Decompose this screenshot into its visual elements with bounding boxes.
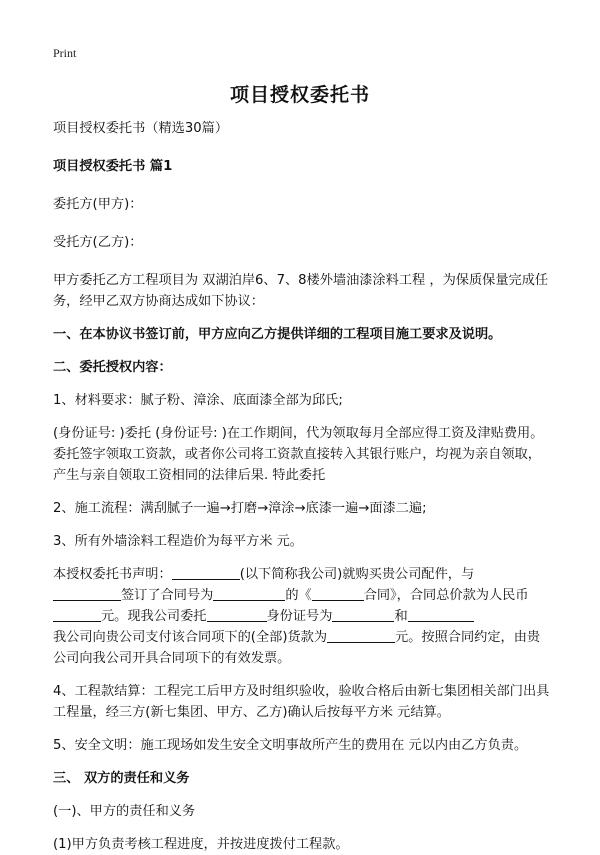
section-title: 项目授权委托书 篇1: [53, 159, 173, 174]
subheading-1-item-1: (1)甲方负责考核工程进度，并按进度拨付工程款。: [53, 837, 349, 852]
blank-line: [332, 607, 394, 622]
decl-text: 的《: [285, 588, 312, 603]
blank-line: [53, 607, 101, 622]
item-5: 5、安全文明：施工现场如发生安全文明事故所产生的费用在 元以内由乙方负责。: [53, 738, 528, 753]
item-4: 4、工程款结算：工程完工后甲方及时组织验收，验收合格后由新七集团相关部门出具工程量，经三方(新七集团、甲方、乙方)确认后按每平方米 元结算。: [53, 684, 550, 720]
document-title: 项目授权委托书: [229, 84, 370, 106]
subheading-1: (一)、甲方的责任和义务: [53, 804, 196, 819]
document-subtitle: 项目授权委托书（精选30篇）: [53, 121, 229, 136]
blank-line: [327, 628, 395, 643]
heading-3: 三、 双方的责任和义务: [53, 771, 190, 786]
document-body: [53, 118, 553, 855]
blank-line: [213, 586, 285, 601]
heading-1: 一、在本协议书签订前，甲方应向乙方提供详细的工程项目施工要求及说明。: [53, 327, 502, 342]
blank-line: [312, 586, 364, 601]
decl-text: (以下简称我公司)就购买贵公司配件，与: [239, 567, 475, 582]
blank-line: [207, 607, 267, 622]
agent-line: 受托方(乙方)：: [53, 235, 143, 250]
decl-text: 身份证号为: [266, 609, 333, 624]
blank-line: [408, 607, 474, 622]
declaration-paragraph: [53, 564, 553, 669]
heading-2: 二、委托授权内容：: [53, 360, 172, 375]
blank-line: [172, 565, 240, 580]
decl-text: 签订了合同号为: [121, 588, 214, 603]
decl-text: 元。按照合同约定，由贵公司向我公司开具合同项下的有效发票。: [53, 630, 541, 666]
decl-text: 元。现我公司委托: [101, 609, 207, 624]
id-paragraph: (身份证号: )委托 (身份证号: )在工作期间，代为领取每月全部应得工资及津贴费用。委托签字领取工资款，或者你公司将工资款直接转入其银行账户，均视为亲自领取，产生与亲自领取工资相同的法律后果. 特此委托: [53, 426, 544, 483]
decl-text: 本授权委托书声明：: [53, 567, 172, 582]
decl-text: 合同》，合同总价款为人民币: [363, 588, 529, 603]
item-1: 1、材料要求：腻子粉、漳涂、底面漆全部为邱氏;: [53, 393, 343, 408]
blank-line: [53, 586, 121, 601]
item-2: 2、施工流程：满刮腻子一遍→打磨→漳涂→底漆一遍→面漆二遍;: [53, 501, 427, 516]
decl-text: 我公司向贵公司支付该合同项下的(全部)货款为: [53, 630, 328, 645]
decl-text: 和: [394, 609, 408, 624]
print-label[interactable]: Print: [53, 46, 77, 60]
principal-line: 委托方(甲方)：: [53, 197, 143, 212]
item-3: 3、所有外墙涂料工程造价为每平方米 元。: [53, 534, 303, 549]
intro-paragraph: 甲方委托乙方工程项目为 双湖泊岸6、7、8楼外墙油漆涂料工程 ，为保质保量完成任务，经甲乙双方协商达成如下协议：: [53, 273, 549, 309]
